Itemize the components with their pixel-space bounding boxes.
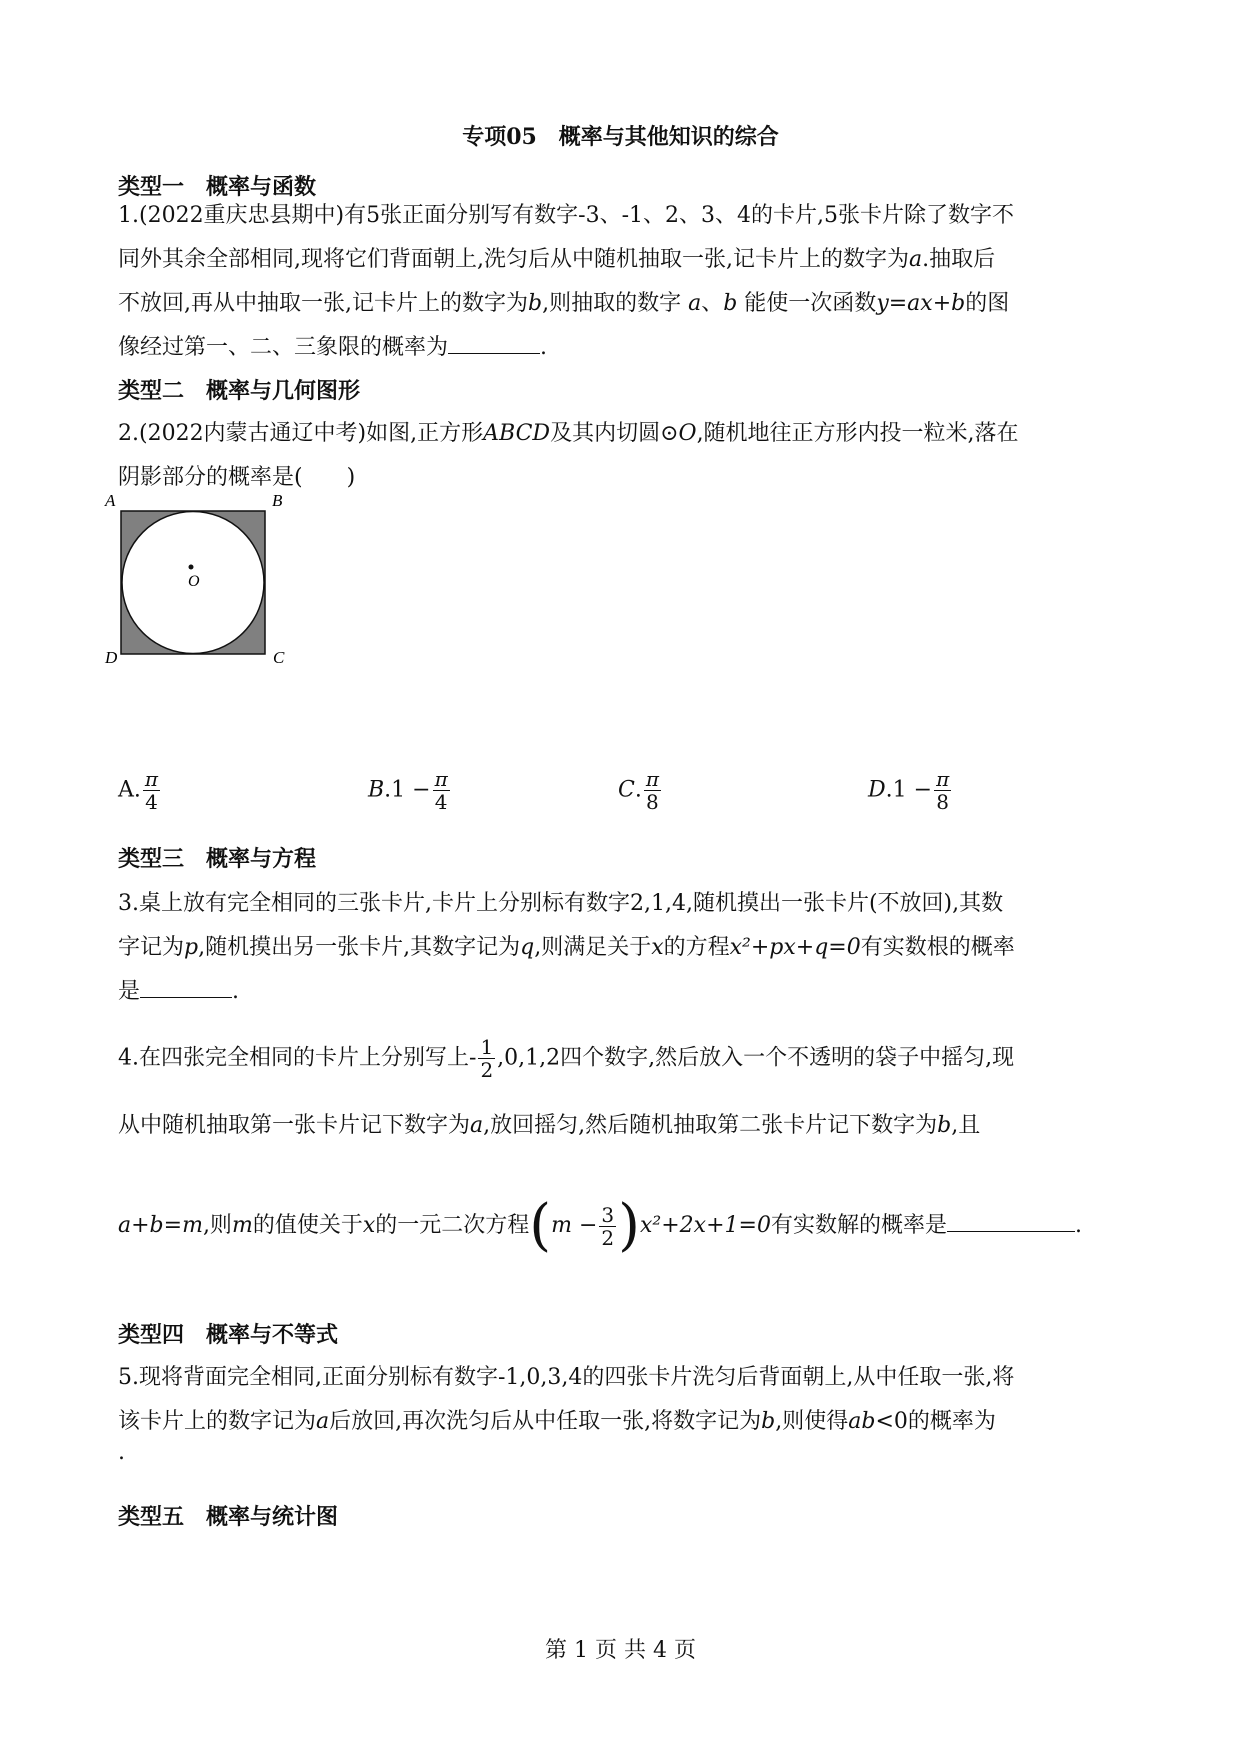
q1-line-2: 同外其余全部相同,现将它们背面朝上,洗匀后从中随机抽取一张,记卡片上的数字为a.抽取后	[118, 247, 996, 272]
section-heading-5: 类型五 概率与统计图	[118, 1504, 339, 1530]
section-heading-3: 类型三 概率与方程	[118, 846, 317, 872]
q3-line-3: 是 .	[118, 974, 239, 1005]
q3-line-1: 3.桌上放有完全相同的三张卡片,卡片上分别标有数字2,1,4,随机摸出一张卡片(不放回),其数	[118, 891, 1004, 916]
option-a[interactable]: A. $\frac{\pi}{4}$	[118, 767, 159, 814]
q2-line-1: 2.(2022内蒙古通辽中考)如图,正方形ABCD及其内切圆⊙O,随机地往正方形内投一粒米,落在	[118, 421, 1019, 446]
label-b: B	[272, 491, 283, 510]
q1-line-3: 不放回,再从中抽取一张,记卡片上的数字为b,则抽取的数字 a、b 能使一次函数y=ax+b的图	[118, 291, 1010, 316]
section-heading-2: 类型二 概率与几何图形	[118, 378, 361, 404]
center-point	[189, 565, 194, 570]
option-d[interactable]: D.1 − $\frac{\pi}{8}$	[868, 767, 950, 814]
section-heading-1: 类型一 概率与函数	[118, 174, 317, 200]
label-o: O	[188, 573, 200, 590]
q5-line-2: 该卡片上的数字记为a后放回,再次洗匀后从中任取一张,将数字记为b,则使得ab<0的概率为	[118, 1409, 996, 1434]
option-b[interactable]: B.1 − $\frac{\pi}{4}$	[368, 767, 448, 814]
q5-line-3: .	[118, 1440, 125, 1465]
answer-blank	[448, 331, 540, 354]
q4-line-1: 4.在四张完全相同的卡片上分别写上- $\frac{1}{2}$ ,0,1,2四个数字,然后放入一个不透明的袋子中摇匀,现	[118, 1035, 1015, 1082]
q4-line-3: a+b=m,则m的值使关于x的一元二次方程(m − $\frac{3}{2}$ )x²+2x+1=0有实数解的概率是 .	[118, 1193, 1082, 1258]
q3-line-2: 字记为p,随机摸出另一张卡片,其数字记为q,则满足关于x的方程x²+px+q=0有实数根的概率	[118, 935, 1015, 960]
page-title: 专项05 概率与其他知识的综合	[462, 124, 779, 150]
q1-line-4: 像经过第一、二、三象限的概率为 .	[118, 330, 547, 361]
label-d: D	[105, 648, 118, 667]
q2-line-2: 阴影部分的概率是( )	[118, 465, 356, 490]
square-incircle-figure	[100, 488, 320, 668]
answer-blank	[140, 975, 232, 998]
q5-line-1: 5.现将背面完全相同,正面分别标有数字-1,0,3,4的四张卡片洗匀后背面朝上,从中任取一张,将	[118, 1365, 1015, 1390]
option-c[interactable]: C. $\frac{\pi}{8}$	[618, 767, 659, 814]
page-footer: 第 1 页 共 4 页	[545, 1638, 696, 1663]
answer-blank	[947, 1209, 1075, 1232]
section-heading-4: 类型四 概率与不等式	[118, 1322, 339, 1348]
label-a: A	[105, 491, 116, 510]
q4-line-2: 从中随机抽取第一张卡片记下数字为a,放回摇匀,然后随机抽取第二张卡片记下数字为b,且	[118, 1113, 981, 1138]
q1-line-1: 1.(2022重庆忠县期中)有5张正面分别写有数字-3、-1、2、3、4的卡片,5张卡片除了数字不	[118, 203, 1014, 228]
label-c: C	[273, 648, 285, 667]
